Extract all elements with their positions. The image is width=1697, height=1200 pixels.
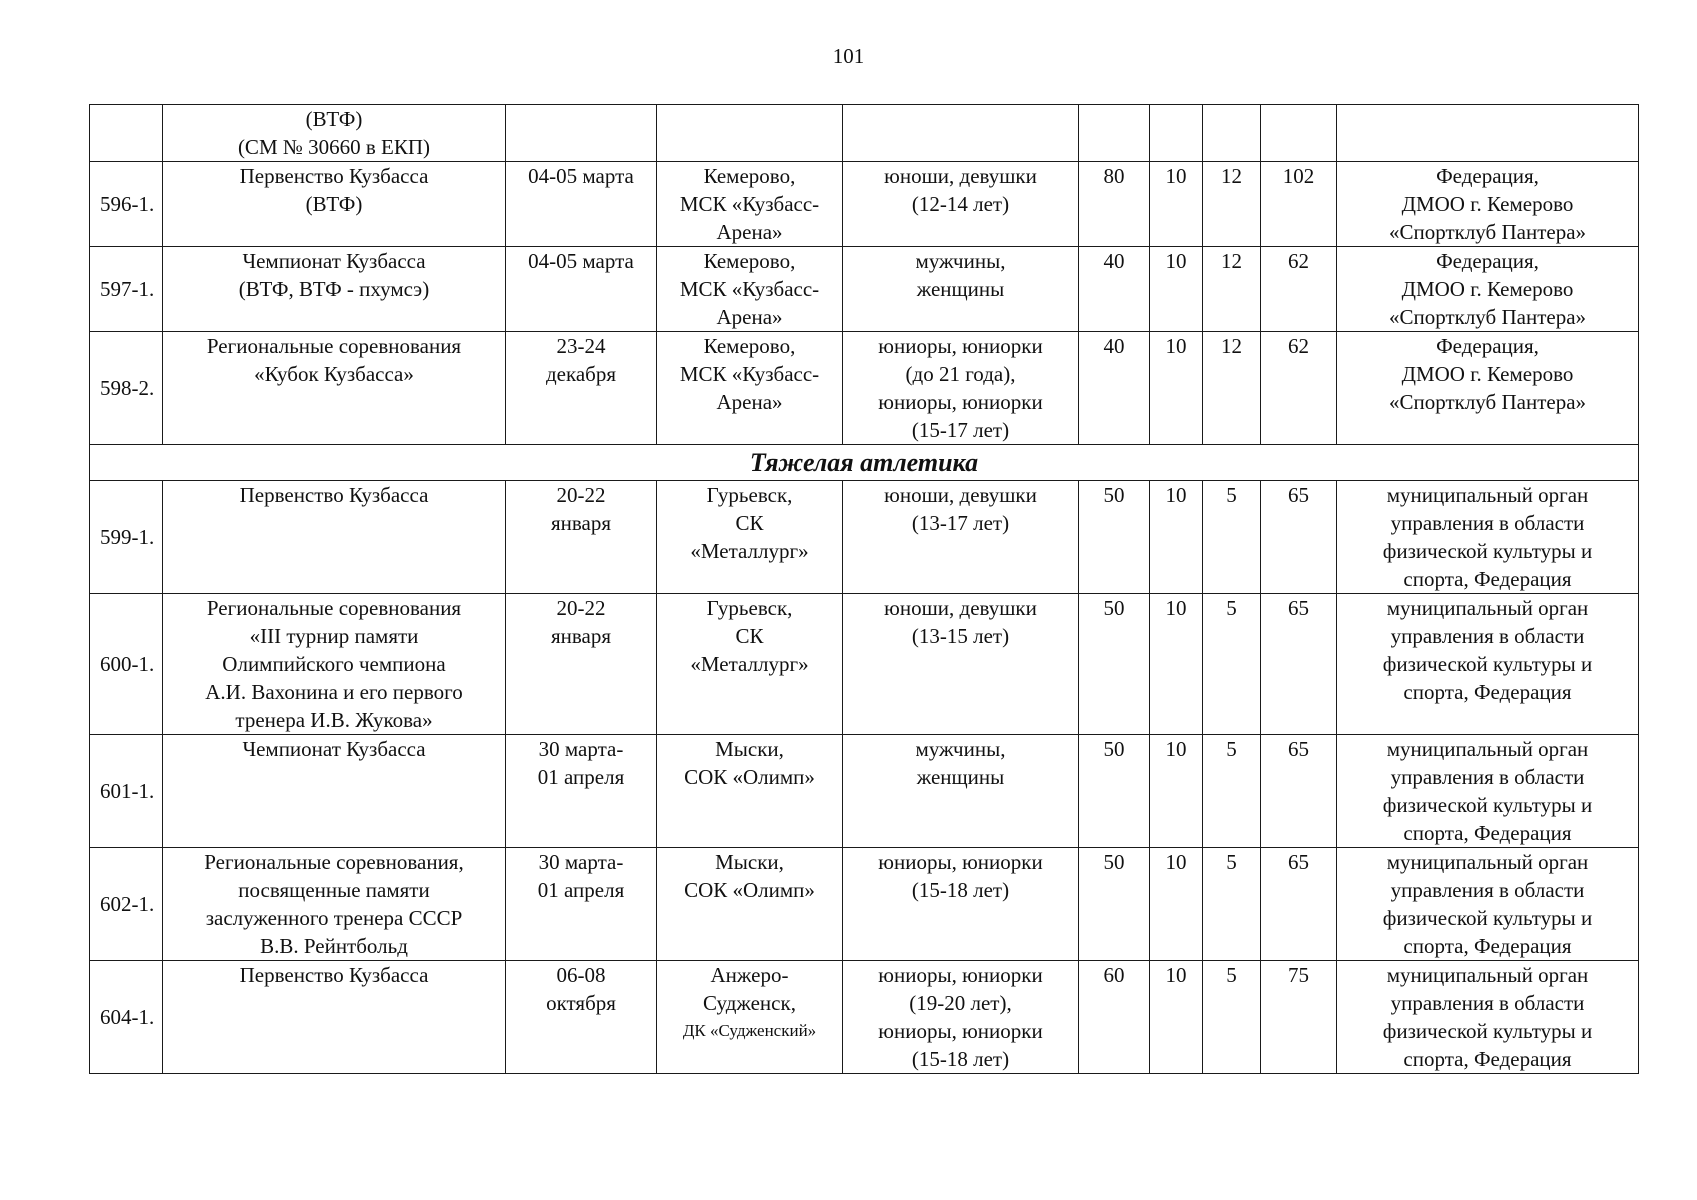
event-name-cell <box>163 247 506 332</box>
participants-cell-line: женщины <box>916 277 1005 301</box>
organizer-cell-line: муниципальный орган <box>1386 596 1589 620</box>
participants-cell <box>843 848 1079 961</box>
event-date-cell-line: 01 апреля <box>537 765 625 789</box>
event-name-cell-line: Первенство Кузбасса <box>239 164 429 188</box>
event-place-cell-line: Кемерово, <box>703 334 796 358</box>
participants-cell <box>843 105 1079 162</box>
event-place-cell <box>657 105 843 162</box>
event-date-cell-line: 04-05 марта <box>528 164 634 188</box>
event-name-cell-line: заслуженного тренера СССР <box>205 906 463 930</box>
organizer-cell-line: муниципальный орган <box>1386 850 1589 874</box>
count-col-1-cell: 60 <box>1079 961 1150 1074</box>
section-title: Тяжелая атлетика <box>90 445 1639 481</box>
count-col-1-cell: 40 <box>1079 247 1150 332</box>
count-total-cell: 65 <box>1261 481 1337 594</box>
participants-cell-line: юниоры, юниорки <box>878 963 1043 987</box>
event-name-cell-line: (ВТФ) <box>305 192 363 216</box>
table-row <box>90 735 1639 848</box>
event-name-cell-line: Первенство Кузбасса <box>239 483 429 507</box>
event-place-cell-line: Арена» <box>716 220 783 244</box>
event-name-cell-line: Чемпионат Кузбасса <box>242 737 426 761</box>
count-col-3-cell: 12 <box>1203 332 1261 445</box>
organizer-cell-line: физической культуры и <box>1382 652 1593 676</box>
organizer-cell-line: спорта, Федерация <box>1403 680 1572 704</box>
event-place-cell-line: МСК «Кузбасс- <box>679 362 820 386</box>
count-col-1-cell <box>1079 105 1150 162</box>
event-date-cell-line: 01 апреля <box>537 878 625 902</box>
event-name-cell-line: (ВТФ) <box>305 107 363 131</box>
count-col-2-cell: 10 <box>1150 848 1203 961</box>
table-row <box>90 332 1639 445</box>
event-place-cell-line: Судженск, <box>703 991 796 1015</box>
table-row <box>90 481 1639 594</box>
count-col-2-cell: 10 <box>1150 247 1203 332</box>
event-place-cell-line: Гурьевск, <box>706 483 793 507</box>
organizer-cell-line: управления в области <box>1390 765 1585 789</box>
event-date-cell <box>506 105 657 162</box>
organizer-cell-line: «Спортклуб Пантера» <box>1388 220 1587 244</box>
participants-cell-line: юниоры, юниорки <box>878 850 1043 874</box>
organizer-cell <box>1337 105 1639 162</box>
competition-schedule-table <box>89 104 1639 1074</box>
event-place-cell-line: Анжеро- <box>710 963 789 987</box>
event-place-cell <box>657 162 843 247</box>
count-col-1-cell: 50 <box>1079 594 1150 735</box>
participants-cell-line: (15-18 лет) <box>911 878 1010 902</box>
event-name-cell <box>163 162 506 247</box>
count-col-3-cell: 12 <box>1203 247 1261 332</box>
event-number-cell <box>90 105 163 162</box>
participants-cell-line: юноши, девушки <box>884 596 1037 620</box>
event-place-cell <box>657 332 843 445</box>
event-date-cell-line: 30 марта- <box>538 850 624 874</box>
event-name-cell-line: посвященные памяти <box>238 878 430 902</box>
participants-cell <box>843 481 1079 594</box>
organizer-cell-line: спорта, Федерация <box>1403 934 1572 958</box>
count-col-1-cell: 50 <box>1079 735 1150 848</box>
count-col-2-cell: 10 <box>1150 735 1203 848</box>
organizer-cell-line: спорта, Федерация <box>1403 567 1572 591</box>
event-name-cell-line: Региональные соревнования <box>206 334 462 358</box>
participants-cell-line: юниоры, юниорки <box>878 334 1043 358</box>
participants-cell-line: (12-14 лет) <box>911 192 1010 216</box>
event-place-cell-line: СОК «Олимп» <box>684 765 815 789</box>
event-date-cell <box>506 735 657 848</box>
organizer-cell-line: управления в области <box>1390 991 1585 1015</box>
table-row <box>90 961 1639 1074</box>
organizer-cell-line: физической культуры и <box>1382 539 1593 563</box>
participants-cell <box>843 961 1079 1074</box>
count-col-3-cell: 5 <box>1203 481 1261 594</box>
event-date-cell-line: 06-08 <box>556 963 606 987</box>
event-place-cell-line: «Металлург» <box>690 539 809 563</box>
table-row <box>90 105 1639 162</box>
organizer-cell <box>1337 848 1639 961</box>
event-name-cell <box>163 961 506 1074</box>
event-place-cell <box>657 481 843 594</box>
organizer-cell-line: ДМОО г. Кемерово <box>1401 192 1574 216</box>
count-col-3-cell: 5 <box>1203 735 1261 848</box>
event-name-cell <box>163 481 506 594</box>
count-total-cell: 75 <box>1261 961 1337 1074</box>
participants-cell-line: юноши, девушки <box>884 483 1037 507</box>
event-name-cell-line: Чемпионат Кузбасса <box>242 249 426 273</box>
participants-cell <box>843 247 1079 332</box>
event-number-cell: 600-1. <box>90 594 163 735</box>
event-date-cell-line: 04-05 марта <box>528 249 634 273</box>
event-place-cell-line: Мыски, <box>715 737 784 761</box>
event-place-cell-line: СОК «Олимп» <box>684 878 815 902</box>
event-name-cell-line: «Кубок Кузбасса» <box>254 362 414 386</box>
count-col-3-cell: 5 <box>1203 594 1261 735</box>
event-place-cell <box>657 961 843 1074</box>
participants-cell-line: (13-17 лет) <box>911 511 1010 535</box>
event-place-cell-line: Арена» <box>716 390 783 414</box>
event-place-cell-line: СК <box>735 624 764 648</box>
event-place-cell <box>657 848 843 961</box>
section-header-body <box>90 445 1639 481</box>
event-name-cell-line: «III турнир памяти <box>249 624 419 648</box>
count-col-2-cell <box>1150 105 1203 162</box>
organizer-cell-line: ДМОО г. Кемерово <box>1401 277 1574 301</box>
event-place-cell-line: МСК «Кузбасс- <box>679 277 820 301</box>
event-name-cell-line: Региональные соревнования <box>206 596 462 620</box>
event-place-cell-line: Кемерово, <box>703 164 796 188</box>
participants-cell <box>843 332 1079 445</box>
event-name-cell-line: Олимпийского чемпиона <box>222 652 446 676</box>
event-number-cell: 598-2. <box>90 332 163 445</box>
participants-cell-line: юниоры, юниорки <box>878 390 1043 414</box>
event-place-cell-line: ДК «Судженский» <box>682 1021 817 1040</box>
organizer-cell <box>1337 247 1639 332</box>
table-row <box>90 162 1639 247</box>
table-body-bottom <box>90 481 1639 1074</box>
organizer-cell <box>1337 961 1639 1074</box>
organizer-cell-line: Федерация, <box>1436 334 1539 358</box>
count-col-2-cell: 10 <box>1150 961 1203 1074</box>
organizer-cell <box>1337 594 1639 735</box>
count-total-cell: 65 <box>1261 735 1337 848</box>
count-total-cell: 102 <box>1261 162 1337 247</box>
event-number-cell: 601-1. <box>90 735 163 848</box>
count-col-1-cell: 40 <box>1079 332 1150 445</box>
event-date-cell-line: 20-22 <box>556 483 606 507</box>
event-date-cell <box>506 332 657 445</box>
count-total-cell: 65 <box>1261 594 1337 735</box>
count-col-1-cell: 50 <box>1079 481 1150 594</box>
event-date-cell-line: октября <box>546 991 616 1015</box>
organizer-cell-line: управления в области <box>1390 878 1585 902</box>
count-total-cell: 62 <box>1261 332 1337 445</box>
event-place-cell-line: Кемерово, <box>703 249 796 273</box>
participants-cell-line: (до 21 года), <box>905 362 1016 386</box>
count-col-3-cell: 12 <box>1203 162 1261 247</box>
event-name-cell-line: (ВТФ, ВТФ - пхумсэ) <box>238 277 430 301</box>
event-date-cell <box>506 247 657 332</box>
event-name-cell-line: А.И. Вахонина и его первого <box>205 680 463 704</box>
event-date-cell <box>506 481 657 594</box>
count-col-2-cell: 10 <box>1150 162 1203 247</box>
event-name-cell-line: (СМ № 30660 в ЕКП) <box>237 135 431 159</box>
event-place-cell-line: МСК «Кузбасс- <box>679 192 820 216</box>
organizer-cell-line: управления в области <box>1390 511 1585 535</box>
participants-cell-line: (19-20 лет), <box>909 991 1012 1015</box>
count-col-3-cell: 5 <box>1203 961 1261 1074</box>
organizer-cell <box>1337 735 1639 848</box>
event-place-cell-line: СК <box>735 511 764 535</box>
organizer-cell-line: спорта, Федерация <box>1403 1047 1572 1071</box>
table-row <box>90 594 1639 735</box>
organizer-cell-line: спорта, Федерация <box>1403 821 1572 845</box>
event-date-cell-line: 20-22 <box>556 596 606 620</box>
table-row <box>90 848 1639 961</box>
participants-cell-line: юноши, девушки <box>884 164 1037 188</box>
participants-cell-line: (13-15 лет) <box>911 624 1010 648</box>
event-name-cell <box>163 332 506 445</box>
count-col-2-cell: 10 <box>1150 481 1203 594</box>
organizer-cell-line: управления в области <box>1390 624 1585 648</box>
count-col-1-cell: 80 <box>1079 162 1150 247</box>
count-col-2-cell: 10 <box>1150 594 1203 735</box>
organizer-cell-line: физической культуры и <box>1382 793 1593 817</box>
event-name-cell <box>163 594 506 735</box>
count-total-cell <box>1261 105 1337 162</box>
participants-cell-line: (15-17 лет) <box>911 418 1010 442</box>
organizer-cell-line: муниципальный орган <box>1386 483 1589 507</box>
count-col-3-cell <box>1203 105 1261 162</box>
event-date-cell-line: декабря <box>545 362 617 386</box>
event-name-cell-line: Региональные соревнования, <box>204 850 464 874</box>
count-col-1-cell: 50 <box>1079 848 1150 961</box>
organizer-cell <box>1337 162 1639 247</box>
organizer-cell <box>1337 332 1639 445</box>
event-name-cell-line: тренера И.В. Жукова» <box>235 708 433 732</box>
organizer-cell-line: ДМОО г. Кемерово <box>1401 362 1574 386</box>
event-place-cell-line: Гурьевск, <box>706 596 793 620</box>
participants-cell-line: женщины <box>916 765 1005 789</box>
event-name-cell-line: Первенство Кузбасса <box>239 963 429 987</box>
participants-cell <box>843 162 1079 247</box>
event-name-cell <box>163 848 506 961</box>
section-header-row <box>90 445 1639 481</box>
event-date-cell <box>506 848 657 961</box>
participants-cell <box>843 735 1079 848</box>
event-number-cell: 596-1. <box>90 162 163 247</box>
organizer-cell-line: «Спортклуб Пантера» <box>1388 305 1587 329</box>
event-number-cell: 602-1. <box>90 848 163 961</box>
participants-cell-line: (15-18 лет) <box>911 1047 1010 1071</box>
event-date-cell <box>506 594 657 735</box>
event-name-cell-line: В.В. Рейнтбольд <box>260 934 408 958</box>
count-col-2-cell: 10 <box>1150 332 1203 445</box>
event-date-cell <box>506 961 657 1074</box>
event-number-cell: 597-1. <box>90 247 163 332</box>
event-name-cell <box>163 105 506 162</box>
event-place-cell <box>657 594 843 735</box>
organizer-cell-line: Федерация, <box>1436 164 1539 188</box>
event-date-cell-line: января <box>550 511 612 535</box>
event-date-cell-line: 30 марта- <box>538 737 624 761</box>
participants-cell <box>843 594 1079 735</box>
event-place-cell-line: Мыски, <box>715 850 784 874</box>
organizer-cell-line: физической культуры и <box>1382 906 1593 930</box>
event-place-cell-line: «Металлург» <box>690 652 809 676</box>
event-date-cell <box>506 162 657 247</box>
participants-cell-line: юниоры, юниорки <box>878 1019 1043 1043</box>
organizer-cell-line: муниципальный орган <box>1386 963 1589 987</box>
table-body-top <box>90 105 1639 445</box>
event-date-cell-line: 23-24 <box>556 334 606 358</box>
event-place-cell-line: Арена» <box>716 305 783 329</box>
organizer-cell-line: «Спортклуб Пантера» <box>1388 390 1587 414</box>
count-total-cell: 65 <box>1261 848 1337 961</box>
count-col-3-cell: 5 <box>1203 848 1261 961</box>
event-number-cell: 599-1. <box>90 481 163 594</box>
table-row <box>90 247 1639 332</box>
organizer-cell-line: физической культуры и <box>1382 1019 1593 1043</box>
organizer-cell-line: муниципальный орган <box>1386 737 1589 761</box>
event-date-cell-line: января <box>550 624 612 648</box>
organizer-cell <box>1337 481 1639 594</box>
event-number-cell: 604-1. <box>90 961 163 1074</box>
participants-cell-line: мужчины, <box>915 249 1006 273</box>
event-name-cell <box>163 735 506 848</box>
count-total-cell: 62 <box>1261 247 1337 332</box>
organizer-cell-line: Федерация, <box>1436 249 1539 273</box>
page-number: 101 <box>832 44 865 68</box>
participants-cell-line: мужчины, <box>915 737 1006 761</box>
event-place-cell <box>657 247 843 332</box>
event-place-cell <box>657 735 843 848</box>
